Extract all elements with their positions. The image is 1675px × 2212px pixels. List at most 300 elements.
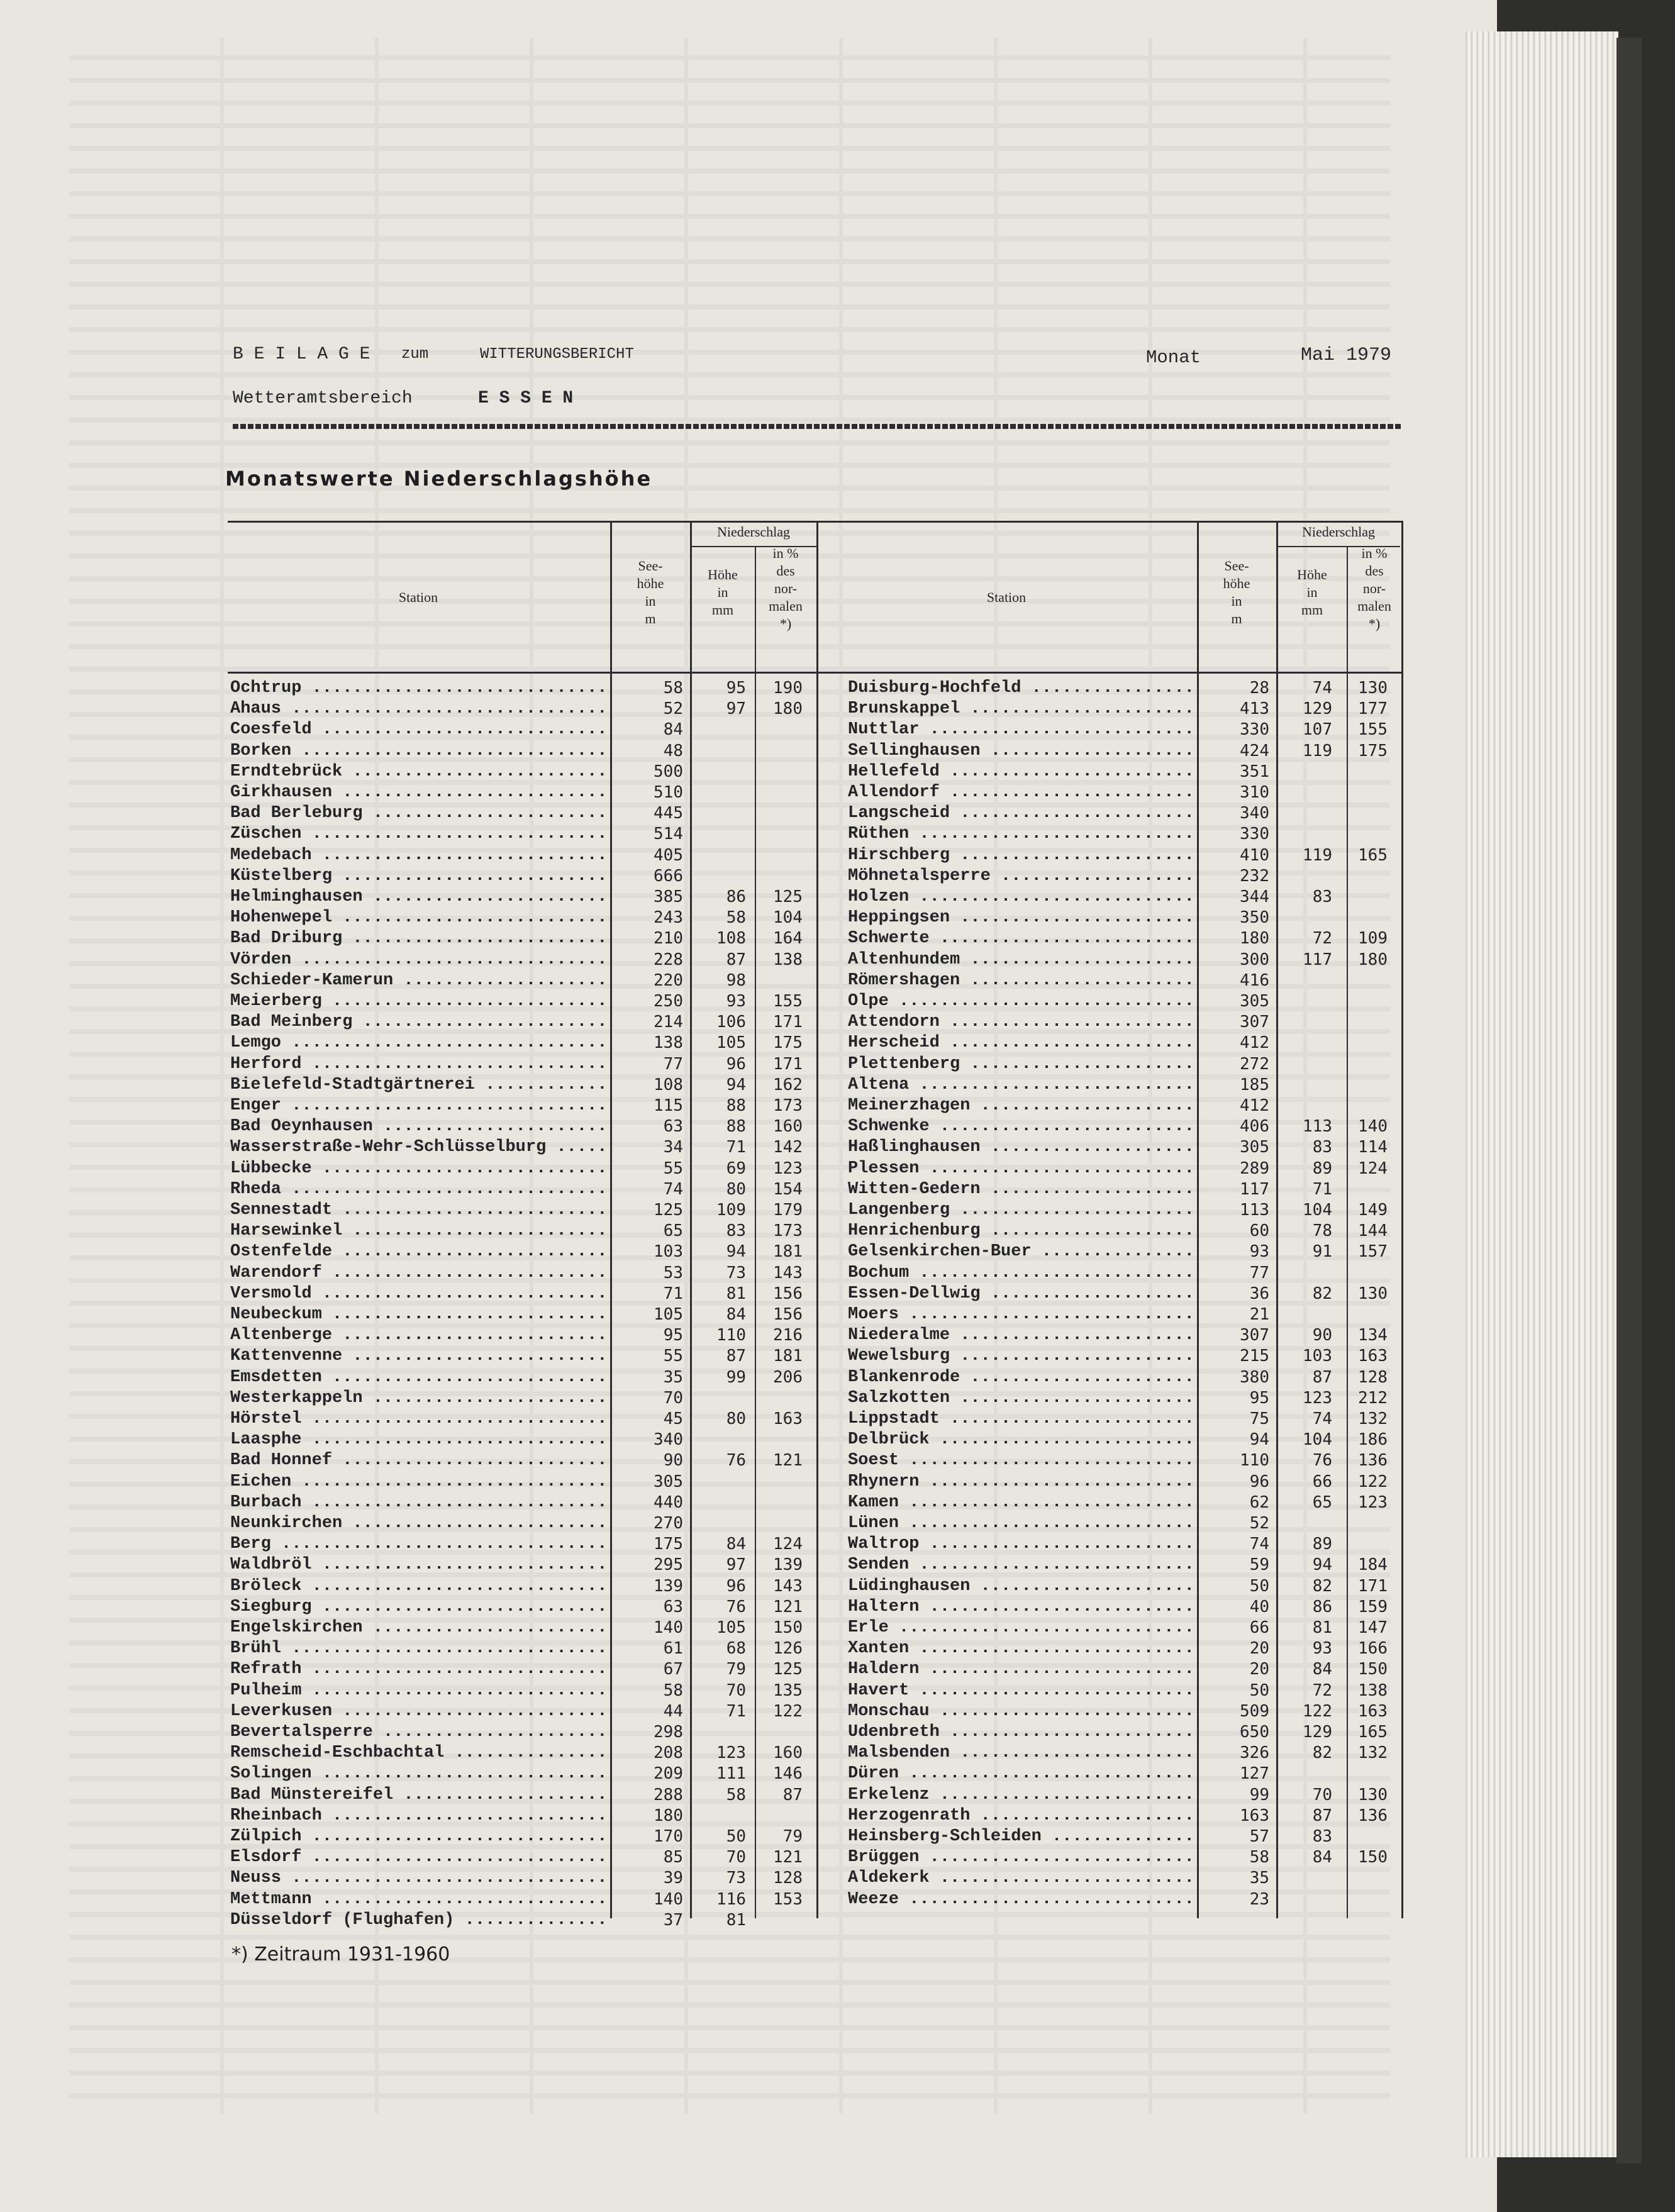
prozent-value: 160 [773,1117,803,1137]
seehoehe-value: 139 [654,1576,683,1596]
station-name: Bad Driburg ......................... [230,929,608,948]
seehoehe-value: 500 [654,762,683,781]
station-name: Kattenvenne ......................... [230,1347,608,1366]
station-name: Blankenrode ...................... [848,1367,1194,1387]
hoehe-header-right: Höhe in mm [1297,567,1327,618]
hoehe-value: 82 [1312,1576,1332,1596]
page-edges [1466,31,1618,2157]
hoehe-value: 76 [726,1451,746,1470]
table-row [0,1743,1447,1764]
seehoehe-value: 272 [1240,1054,1269,1074]
seehoehe-value: 48 [663,741,683,760]
section-title: Monatswerte Niederschlagshöhe [225,467,653,491]
table-row [0,1242,1447,1262]
seehoehe-value: 75 [1249,1409,1269,1428]
seehoehe-value: 103 [654,1242,683,1262]
station-name: Brühl ............................... [230,1639,608,1659]
prozent-value: 134 [1358,1326,1388,1345]
book-cover [1617,38,1642,2164]
prozent-value: 142 [773,1138,803,1157]
seehoehe-value: 58 [1249,1848,1269,1867]
hoehe-value: 71 [1312,1179,1332,1199]
station-name: Essen-Dellwig .................... [848,1284,1194,1303]
seehoehe-value: 185 [1240,1075,1269,1094]
station-name: Bröleck ............................. [230,1576,608,1596]
station-name: Plettenberg ...................... [848,1054,1194,1074]
seehoehe-value: 424 [1240,741,1269,760]
station-name: Olpe ............................. [848,992,1194,1011]
table-row [0,1284,1447,1304]
hoehe-value: 95 [726,679,746,698]
prozent-value: 150 [1358,1660,1388,1679]
station-name: Brunskappel ...................... [848,699,1194,719]
hoehe-value: 83 [1312,1827,1332,1846]
prozent-value: 173 [773,1096,803,1115]
prozent-value: 190 [773,679,803,698]
seehoehe-value: 35 [1249,1869,1269,1888]
station-name: Remscheid-Eschbachtal ............... [230,1743,608,1763]
seehoehe-value: 77 [1249,1263,1269,1282]
table-row [0,970,1447,991]
station-name: Elsdorf ............................. [230,1848,608,1867]
station-name: Harsewinkel ......................... [230,1221,608,1241]
station-name: Küstelberg .......................... [230,866,608,886]
hoehe-value: 117 [1303,950,1332,969]
station-name: Lüdinghausen ..................... [848,1576,1194,1596]
station-name: Erndtebrück ......................... [230,762,608,781]
seehoehe-value: 270 [654,1514,683,1533]
hoehe-value: 111 [716,1764,746,1784]
hoehe-value: 105 [716,1033,746,1053]
prozent-value: 136 [1358,1806,1388,1825]
seehoehe-value: 55 [663,1347,683,1366]
prozent-value: 160 [773,1743,803,1763]
table-row [0,741,1447,762]
station-name: Rheinbach ........................... [230,1806,608,1825]
seehoehe-value: 125 [654,1201,683,1220]
hoehe-value: 88 [726,1096,746,1115]
seehoehe-value: 307 [1240,1326,1269,1345]
prozent-value: 128 [1358,1367,1388,1387]
station-name: Lünen ............................ [848,1514,1194,1533]
table-row [0,1200,1447,1221]
prozent-value: 157 [1358,1242,1388,1262]
prozent-value: 175 [1358,741,1388,760]
seehoehe-value: 412 [1240,1033,1269,1053]
hoehe-value: 104 [1303,1201,1332,1220]
hoehe-value: 89 [1312,1159,1332,1178]
station-name: Hörstel ............................. [230,1409,608,1428]
station-name: Hohenwepel .......................... [230,908,608,928]
table-row [0,1159,1447,1179]
hoehe-value: 65 [1312,1492,1332,1512]
table-row [0,1618,1447,1638]
prozent-value: 124 [773,1535,803,1554]
hoehe-value: 123 [716,1743,746,1763]
seehoehe-value: 35 [663,1367,683,1387]
seehoehe-value: 289 [1240,1159,1269,1178]
prozent-value: 146 [773,1764,803,1784]
seehoehe-value: 93 [1249,1242,1269,1262]
header-bereich-value: E S S E N [478,389,574,408]
seehoehe-value: 58 [663,679,683,698]
station-name: Ahaus ............................... [230,699,608,719]
station-name: Nuttlar .......................... [848,720,1194,740]
seehoehe-value: 180 [1240,929,1269,948]
prozent-header-right: in % des nor- malen *) [1357,545,1391,631]
station-name: Duisburg-Hochfeld ................ [848,679,1194,698]
seehoehe-value: 509 [1240,1701,1269,1721]
seehoehe-value: 416 [1240,970,1269,990]
seehoehe-value: 140 [654,1889,683,1909]
station-name: Bevertalsperre ...................... [230,1723,608,1742]
seehoehe-value: 305 [1240,1138,1269,1157]
hoehe-value: 81 [726,1284,746,1303]
hoehe-value: 99 [726,1367,746,1387]
prozent-value: 156 [773,1305,803,1324]
station-name: Hirschberg ....................... [848,845,1194,865]
hoehe-value: 71 [726,1138,746,1157]
station-name: Vörden .............................. [230,950,608,969]
hoehe-value: 71 [726,1701,746,1721]
seehoehe-value: 21 [1249,1305,1269,1324]
seehoehe-value: 127 [1240,1764,1269,1784]
table-row [0,1534,1447,1555]
seehoehe-value: 113 [1240,1201,1269,1220]
prozent-value: 139 [773,1555,803,1575]
prozent-value: 121 [773,1848,803,1867]
table-row [0,1910,1447,1931]
table-row [0,1722,1447,1743]
station-name: Hellefeld ........................ [848,762,1194,781]
prozent-value: 144 [1358,1221,1388,1241]
table-row [0,1868,1447,1889]
prozent-value: 165 [1358,1723,1388,1742]
table-row [0,1304,1447,1325]
station-name: Herford ............................. [230,1054,608,1074]
niederschlag-header-right: Niederschlag [1301,524,1376,540]
station-name: Erle ............................. [848,1618,1194,1637]
station-name: Haltern .......................... [848,1597,1194,1616]
seehoehe-value: 52 [1249,1514,1269,1533]
table-row [0,720,1447,740]
station-name: Ostenfelde .......................... [230,1242,608,1262]
prozent-value: 114 [1358,1138,1388,1157]
prozent-value: 206 [773,1367,803,1387]
prozent-value: 109 [1358,929,1388,948]
hoehe-value: 97 [726,1555,746,1575]
station-name: Witten-Gedern .................... [848,1179,1194,1199]
header-zum: zum [401,346,429,363]
prozent-value: 216 [773,1326,803,1345]
hoehe-value: 70 [726,1681,746,1700]
station-name: Gelsenkirchen-Buer ............... [848,1242,1194,1262]
station-name: Römershagen ...................... [848,970,1194,990]
station-name: Bad Berleburg ....................... [230,804,608,823]
table-row [0,1430,1447,1450]
hoehe-value: 113 [1303,1117,1332,1137]
table-row [0,1847,1447,1868]
seehoehe-value: 514 [654,825,683,844]
table-row [0,1367,1447,1388]
prozent-value: 147 [1358,1618,1388,1637]
seehoehe-value: 74 [1249,1535,1269,1554]
hoehe-value: 88 [726,1117,746,1137]
station-name: Herzogenrath ..................... [848,1806,1194,1825]
seehoehe-value: 36 [1249,1284,1269,1303]
seehoehe-value: 163 [1240,1806,1269,1825]
station-name: Haßlinghausen .................... [848,1138,1194,1157]
prozent-value: 126 [773,1639,803,1659]
hoehe-value: 106 [716,1013,746,1032]
station-name: Waldbröl ............................ [230,1555,608,1575]
prozent-value: 184 [1358,1555,1388,1575]
prozent-value: 135 [773,1681,803,1700]
table-row [0,1576,1447,1597]
station-name: Lemgo ............................... [230,1033,608,1053]
seehoehe-value: 20 [1249,1660,1269,1679]
hoehe-value: 83 [1312,887,1332,906]
station-name: Niederalme ....................... [848,1326,1194,1345]
station-name: Laasphe ............................. [230,1430,608,1450]
prozent-value: 181 [773,1242,803,1262]
hoehe-value: 68 [726,1639,746,1659]
hoehe-value: 87 [1312,1367,1332,1387]
table-row [0,1263,1447,1284]
seehoehe-value: 295 [654,1555,683,1575]
station-name: Versmold ............................ [230,1284,608,1303]
station-name: Allendorf ........................ [848,783,1194,802]
seehoehe-value: 405 [654,845,683,865]
prozent-value: 173 [773,1221,803,1241]
table-row [0,1137,1447,1158]
table-row [0,678,1447,699]
seehoehe-value: 61 [663,1639,683,1659]
station-name: Borken .............................. [230,741,608,760]
station-name: Meierberg ........................... [230,992,608,1011]
table-row [0,1597,1447,1618]
prozent-value: 130 [1358,1284,1388,1303]
seehoehe-value: 351 [1240,762,1269,781]
seehoehe-value: 344 [1240,887,1269,906]
hoehe-value: 83 [1312,1138,1332,1157]
station-name: Langscheid ....................... [848,804,1194,823]
seehoehe-value: 50 [1249,1576,1269,1596]
hoehe-value: 80 [726,1409,746,1428]
seehoehe-value: 108 [654,1075,683,1094]
hoehe-value: 81 [1312,1618,1332,1637]
table-row [0,1346,1447,1367]
hoehe-value: 70 [1312,1785,1332,1804]
seehoehe-value: 58 [663,1681,683,1700]
prozent-value: 163 [1358,1347,1388,1366]
hoehe-value: 109 [716,1201,746,1220]
seehoehe-value: 52 [663,699,683,719]
table-row [0,991,1447,1012]
hoehe-value: 50 [726,1827,746,1846]
prozent-value: 180 [773,699,803,719]
hoehe-value: 104 [1303,1430,1332,1450]
seehoehe-value: 445 [654,804,683,823]
table-row [0,782,1447,803]
hoehe-value: 72 [1312,1681,1332,1700]
station-name: Heppingsen ....................... [848,908,1194,928]
prozent-value: 125 [773,1660,803,1679]
station-name: Berg ................................ [230,1535,608,1554]
hoehe-value: 73 [726,1869,746,1888]
station-name: Langenberg ....................... [848,1201,1194,1220]
station-name: Wewelsburg ....................... [848,1347,1194,1366]
hoehe-value: 74 [1312,679,1332,698]
seehoehe-value: 63 [663,1117,683,1137]
seehoehe-value: 330 [1240,825,1269,844]
station-name: Heinsberg-Schleiden .............. [848,1827,1194,1846]
prozent-value: 125 [773,887,803,906]
seehoehe-value: 232 [1240,866,1269,886]
prozent-value: 143 [773,1576,803,1596]
seehoehe-value: 385 [654,887,683,906]
hoehe-value: 58 [726,1785,746,1804]
seehoehe-value: 70 [663,1388,683,1408]
station-name: Pulheim ............................. [230,1681,608,1700]
station-name: Schwerte ......................... [848,929,1194,948]
station-name: Wasserstraße-Wehr-Schlüsselburg ..... [230,1138,608,1157]
station-name: Refrath ............................. [230,1660,608,1679]
table-row [0,1764,1447,1784]
hoehe-value: 83 [726,1221,746,1241]
station-name: Neunkirchen ......................... [230,1514,608,1533]
seehoehe-value: 105 [654,1305,683,1324]
prozent-value: 175 [773,1033,803,1053]
seehoehe-value: 34 [663,1138,683,1157]
prozent-value: 123 [1358,1492,1388,1512]
station-name: Rüthen ........................... [848,825,1194,844]
table-row [0,1450,1447,1471]
station-name: Xanten ........................... [848,1639,1194,1659]
station-name: Haldern .......................... [848,1660,1194,1679]
station-name: Soest ............................ [848,1451,1194,1470]
seehoehe-value: 40 [1249,1597,1269,1616]
hoehe-value: 93 [726,992,746,1011]
seehoehe-value: 410 [1240,845,1269,865]
seehoehe-value: 243 [654,908,683,928]
prozent-header-left: in % des nor- malen *) [769,545,803,631]
double-rule [233,424,1403,429]
hoehe-value: 108 [716,929,746,948]
seehoehe-value: 413 [1240,699,1269,719]
seehoehe-value: 307 [1240,1013,1269,1032]
station-name: Engelskirchen ....................... [230,1618,608,1637]
hoehe-value: 90 [1312,1326,1332,1345]
hoehe-value: 94 [726,1242,746,1262]
table-row [0,1826,1447,1847]
table-row [0,1806,1447,1826]
station-name: Bielefeld-Stadtgärtnerei ............ [230,1075,608,1094]
station-name: Lippstadt ........................ [848,1409,1194,1428]
table-row [0,1492,1447,1513]
seehoehe-value: 55 [663,1159,683,1178]
station-name: Girkhausen .......................... [230,783,608,802]
table-row [0,908,1447,928]
seehoehe-value: 84 [663,720,683,740]
station-name: Udenbreth ........................ [848,1723,1194,1742]
station-name: Rheda ............................... [230,1179,608,1199]
prozent-value: 171 [773,1013,803,1032]
seehoehe-value: 99 [1249,1785,1269,1804]
hoehe-value: 82 [1312,1743,1332,1763]
hoehe-value: 105 [716,1618,746,1637]
prozent-value: 159 [1358,1597,1388,1616]
seehoehe-value: 250 [654,992,683,1011]
station-name: Bad Münstereifel .................... [230,1785,608,1804]
hoehe-value: 93 [1312,1639,1332,1659]
table-row [0,1033,1447,1053]
hoehe-value: 87 [1312,1806,1332,1825]
prozent-value: 122 [773,1701,803,1721]
seehoehe-value: 117 [1240,1179,1269,1199]
station-name: Sennestadt .......................... [230,1201,608,1220]
table-row [0,1555,1447,1576]
hoehe-value: 86 [1312,1597,1332,1616]
hoehe-value: 98 [726,970,746,990]
hoehe-header-left: Höhe in mm [708,567,738,618]
table-row [0,928,1447,949]
seehoehe-value: 305 [654,1472,683,1491]
station-name: Moers ............................ [848,1305,1194,1324]
seehoehe-value: 66 [1249,1618,1269,1637]
station-name: Brüggen .......................... [848,1848,1194,1867]
table-row [0,1701,1447,1722]
hoehe-value: 129 [1303,699,1332,719]
seehoehe-value: 96 [1249,1472,1269,1491]
station-name: Möhnetalsperre ................... [848,866,1194,886]
table-row [0,1096,1447,1116]
station-name: Altena ........................... [848,1075,1194,1094]
table-row [0,866,1447,887]
seehoehe-value: 59 [1249,1555,1269,1575]
prozent-value: 128 [773,1869,803,1888]
station-name: Aldekerk ......................... [848,1869,1194,1888]
station-name: Waltrop .......................... [848,1535,1194,1554]
seehoehe-value: 44 [663,1701,683,1721]
prozent-value: 122 [1358,1472,1388,1491]
station-name: Senden ........................... [848,1555,1194,1575]
station-name: Emsdetten ........................... [230,1367,608,1387]
station-name: Havert ........................... [848,1681,1194,1700]
niederschlag-header-left: Niederschlag [716,524,791,540]
station-name: Lübbecke ............................ [230,1159,608,1178]
seehoehe-value: 74 [663,1179,683,1199]
seehoehe-value: 650 [1240,1723,1269,1742]
station-name: Schieder-Kamerun .................... [230,970,608,990]
seehoehe-value: 67 [663,1660,683,1679]
station-name: Bad Meinberg ........................ [230,1013,608,1032]
hoehe-value: 70 [726,1848,746,1867]
hoehe-value: 94 [726,1075,746,1094]
seehoehe-value: 20 [1249,1639,1269,1659]
hoehe-value: 84 [726,1535,746,1554]
hoehe-value: 78 [1312,1221,1332,1241]
prozent-value: 180 [1358,950,1388,969]
station-name: Eichen .............................. [230,1472,608,1491]
seehoehe-value: 39 [663,1869,683,1888]
station-name: Düsseldorf (Flughafen) .............. [230,1910,608,1930]
prozent-value: 153 [773,1889,803,1909]
table-row [0,762,1447,782]
seehoehe-value: 305 [1240,992,1269,1011]
seehoehe-value: 53 [663,1263,683,1282]
station-name: Züschen ............................. [230,825,608,844]
